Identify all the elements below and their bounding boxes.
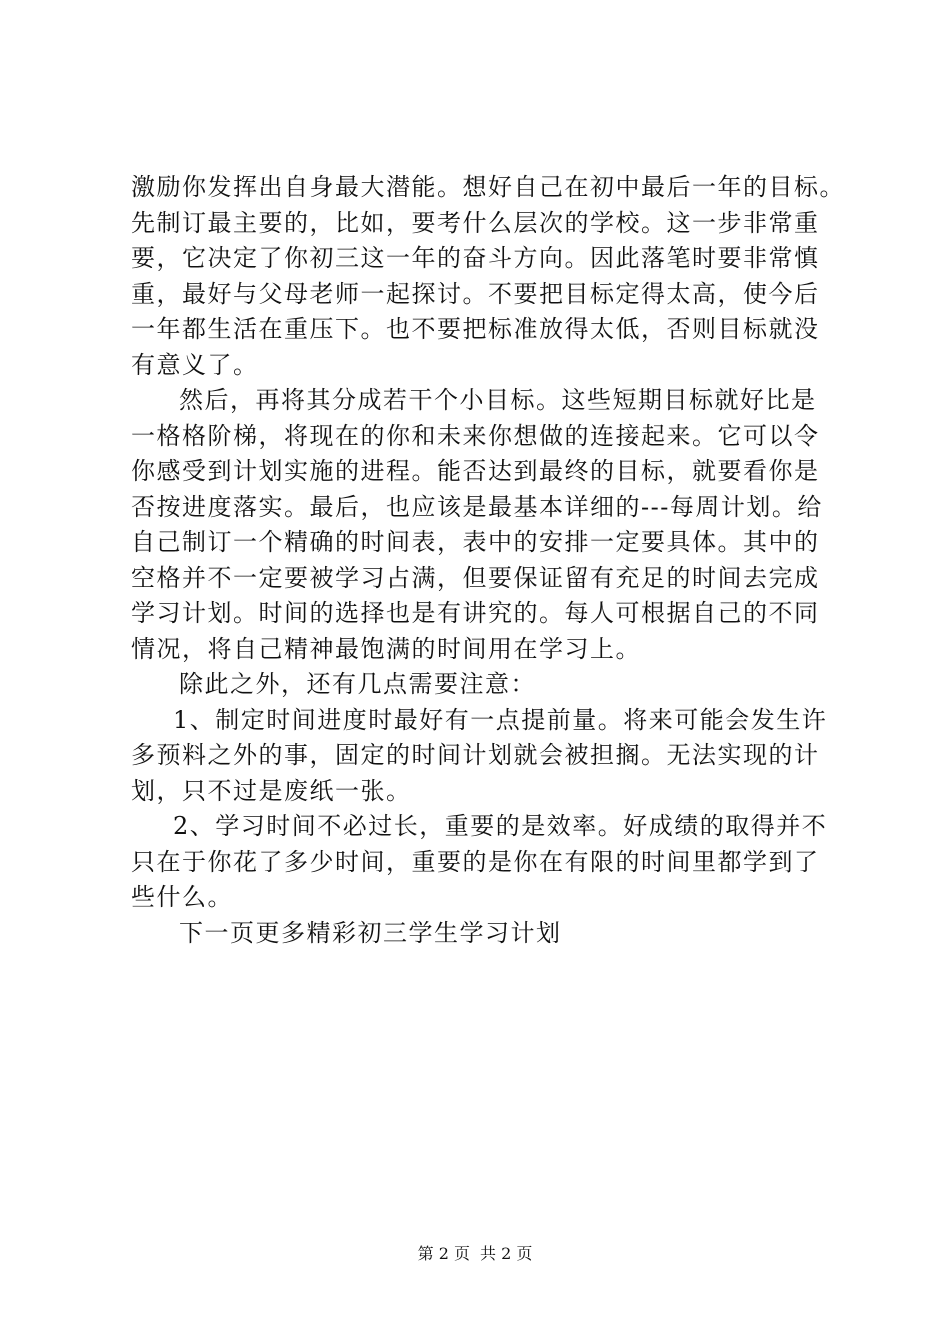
text-line: 激励你发挥出自身最大潜能。想好自己在初中最后一年的目标。 [131, 173, 845, 201]
text-line: 空格并不一定要被学习占满，但要保证留有充足的时间去完成 [131, 563, 820, 592]
page-footer [0, 1244, 950, 1264]
text-line: 重，最好与父母老师一起探讨。不要把目标定得太高，使今后 [131, 279, 820, 308]
text-line: 一年都生活在重压下。也不要把标准放得太低，否则目标就没 [131, 315, 820, 343]
paragraph-start-line: 除此之外，还有几点需要注意： [179, 670, 536, 698]
text-line: 否按进度落实。最后，也应该是最基本详细的---每周计划。给 [131, 492, 823, 521]
text-line: 你感受到计划实施的进程。能否达到最终的目标，就要看你是 [131, 457, 820, 485]
text-line: 情况，将自己精神最饱满的时间用在学习上。 [131, 634, 641, 663]
list-item-start-line: 2、学习时间不必过长，重要的是效率。好成绩的取得并不 [173, 812, 828, 840]
list-item-start-line: 1、制定时间进度时最好有一点提前量。将来可能会发生许 [173, 705, 828, 734]
paragraph-start-line: 然后，再将其分成若干个小目标。这些短期目标就好比是 [179, 386, 817, 414]
text-line: 自己制订一个精确的时间表，表中的安排一定要具体。其中的 [131, 528, 820, 556]
page-total: 共 2 页 [480, 1244, 533, 1263]
text-line: 多预料之外的事，固定的时间计划就会被担搁。无法实现的计 [131, 741, 820, 769]
page-number: 第 2 页 [417, 1244, 470, 1263]
text-line: 先制订最主要的，比如，要考什么层次的学校。这一步非常重 [131, 208, 820, 237]
text-line: 要，它决定了你初三这一年的奋斗方向。因此落笔时要非常慎 [131, 244, 820, 272]
text-line: 些什么。 [131, 883, 233, 911]
document-body [131, 170, 845, 951]
next-page-link-text: 下一页更多精彩初三学生学习计划 [179, 918, 562, 947]
text-line: 划，只不过是废纸一张。 [131, 776, 412, 805]
text-line: 学习计划。时间的选择也是有讲究的。每人可根据自己的不同 [131, 599, 820, 627]
text-line: 只在于你花了多少时间，重要的是你在有限的时间里都学到了 [131, 847, 820, 876]
text-line: 一格格阶梯，将现在的你和未来你想做的连接起来。它可以令 [131, 421, 820, 450]
text-line: 有意义了。 [131, 350, 259, 379]
